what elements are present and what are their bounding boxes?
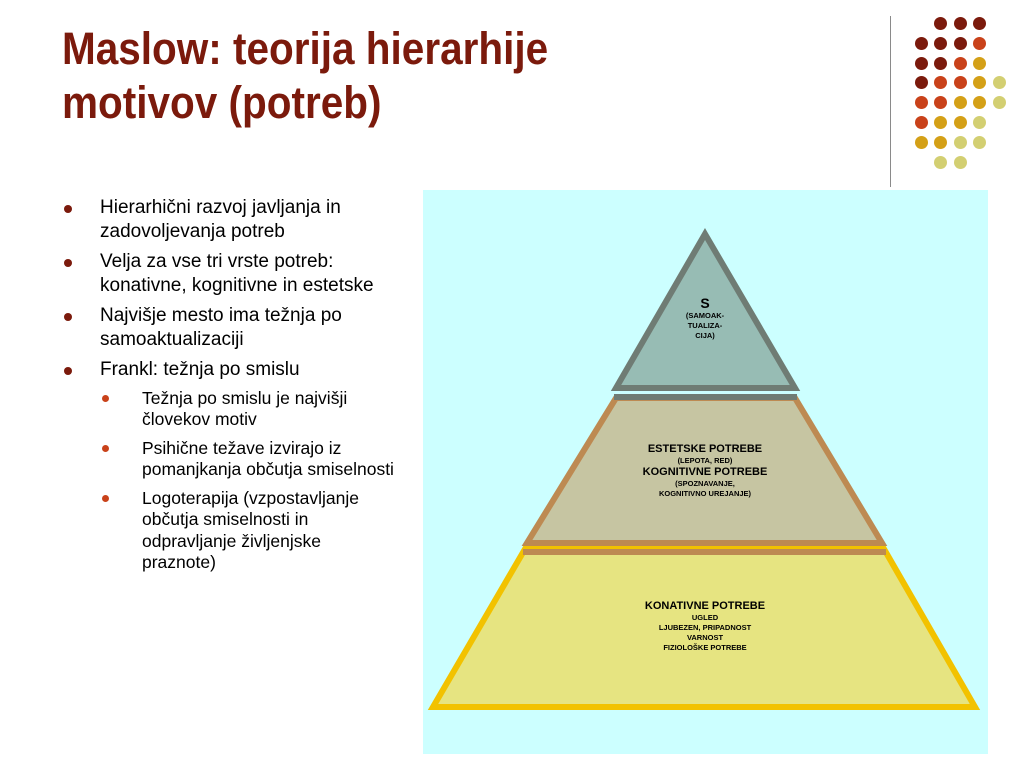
pyramid-separator-middle <box>614 394 797 400</box>
tier-bottom-detail-3: VARNOST <box>686 633 724 642</box>
tier-bottom-detail-2: LJUBEZEN, PRIPADNOST <box>658 623 752 632</box>
tier-top-label <box>655 295 755 341</box>
sub-bullet-item <box>64 488 394 574</box>
title-line-2: motivov (potreb) <box>62 77 382 128</box>
decorative-dot <box>934 156 947 169</box>
decorative-dot <box>973 37 986 50</box>
decorative-dot <box>993 96 1006 109</box>
decorative-dot <box>954 136 967 149</box>
decorative-dot <box>934 96 947 109</box>
sub-bullet-item <box>64 388 394 431</box>
sub-bullet-marker <box>102 445 109 452</box>
sub-bullet-item <box>64 438 394 481</box>
decorative-dot <box>915 116 928 129</box>
bullet-text: Frankl: težnja po smislu <box>100 359 300 380</box>
bullet-marker <box>64 205 72 213</box>
decorative-dot <box>954 156 967 169</box>
decorative-dot <box>934 37 947 50</box>
decorative-dot <box>934 76 947 89</box>
decorative-dot <box>915 57 928 70</box>
tier-bottom-label <box>595 600 815 653</box>
pyramid-panel <box>423 190 988 754</box>
decorative-dot <box>934 17 947 30</box>
bullet-text: Hierarhični razvoj javljanja in zadovoljevanja potreb <box>100 197 341 242</box>
sub-bullet-marker <box>102 395 109 402</box>
decorative-dot <box>915 96 928 109</box>
decorative-dot <box>954 37 967 50</box>
decorative-dot <box>934 57 947 70</box>
decorative-dot <box>973 17 986 30</box>
divider-line <box>890 16 891 187</box>
tier-middle-label <box>595 443 815 499</box>
sub-bullet-text: Težnja po smislu je najvišji človekov motiv <box>142 387 348 429</box>
tier-bottom-detail-1: UGLED <box>691 613 719 622</box>
tier-top-detail-1: (SAMOAK- <box>685 311 725 320</box>
bullet-item <box>64 304 394 351</box>
tier-bottom-detail-4: FIZIOLOŠKE POTREBE <box>663 643 747 652</box>
decorative-dot <box>954 116 967 129</box>
decorative-dot <box>973 116 986 129</box>
bullet-marker <box>64 259 72 267</box>
decorative-dot <box>954 17 967 30</box>
title-line-1: Maslow: teorija hierarhije <box>62 23 549 74</box>
decorative-dot <box>915 37 928 50</box>
sub-bullet-list <box>100 388 394 574</box>
tier-middle-detail-3: KOGNITIVNO UREJANJE) <box>658 489 752 498</box>
tier-middle-detail-1: (LEPOTA, RED) <box>677 456 733 465</box>
tier-middle-heading-2: KOGNITIVNE POTREBE <box>642 466 768 478</box>
tier-middle-heading-1: ESTETSKE POTREBE <box>647 443 763 455</box>
tier-top-heading: S <box>700 295 710 311</box>
bullet-item <box>64 196 394 243</box>
decorative-dot <box>993 76 1006 89</box>
bullet-item <box>64 358 394 574</box>
tier-top-detail-3: CIJA) <box>695 331 715 340</box>
bullet-marker <box>64 367 72 375</box>
decorative-dot <box>973 96 986 109</box>
bullet-text: Velja za vse tri vrste potreb: konativne, kognitivne in estetske <box>100 251 374 296</box>
decorative-dot <box>973 76 986 89</box>
decorative-dot <box>915 136 928 149</box>
sub-bullet-text: Logoterapija (vzpostavljanje občutja smiselnosti in odpravljanje življenjske praznote) <box>142 487 359 572</box>
bullet-text: Najvišje mesto ima težnja po samoaktualizaciji <box>100 305 342 350</box>
decorative-dot <box>934 116 947 129</box>
pyramid-separator-bottom <box>523 549 886 555</box>
tier-top-detail-2: TUALIZA- <box>687 321 723 330</box>
tier-bottom-heading: KONATIVNE POTREBE <box>644 600 766 612</box>
decorative-dot <box>934 136 947 149</box>
decorative-dot <box>973 136 986 149</box>
decorative-dot <box>954 57 967 70</box>
decorative-dot <box>915 76 928 89</box>
bullet-list <box>64 196 394 581</box>
bullet-item <box>64 250 394 297</box>
slide-title <box>62 22 746 130</box>
decorative-dot <box>954 96 967 109</box>
decorative-dot <box>973 57 986 70</box>
tier-middle-detail-2: (SPOZNAVANJE, <box>675 479 735 488</box>
sub-bullet-marker <box>102 495 109 502</box>
sub-bullet-text: Psihične težave izvirajo iz pomanjkanja občutja smiselnosti <box>142 437 394 479</box>
decorative-dot <box>954 76 967 89</box>
bullet-marker <box>64 313 72 321</box>
